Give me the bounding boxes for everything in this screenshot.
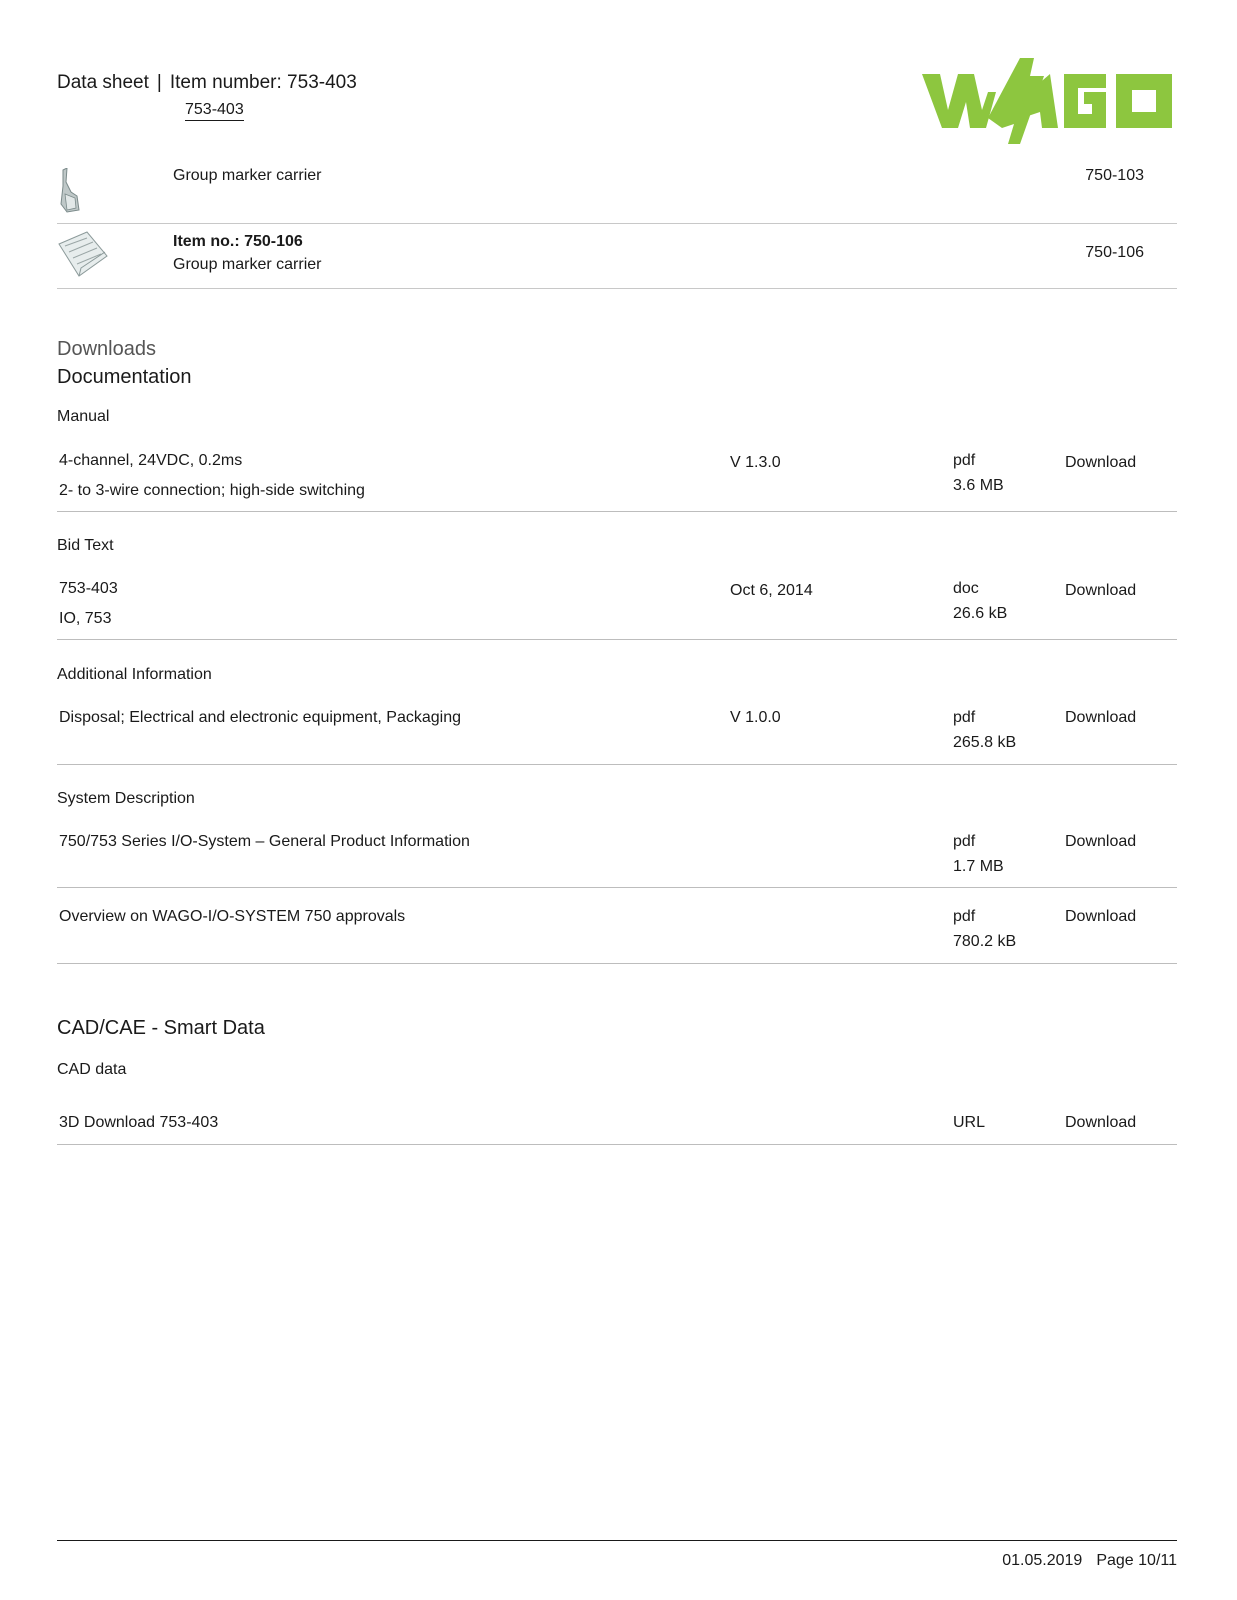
- accessory-code[interactable]: 750-106: [1085, 244, 1144, 261]
- download-link[interactable]: Download: [1065, 582, 1137, 599]
- accessory-code[interactable]: 750-103: [1085, 167, 1144, 184]
- doc-description: Overview on WAGO-I/O-SYSTEM 750 approvals: [59, 908, 406, 925]
- marker-carrier-small-icon: [57, 168, 83, 214]
- doc-description: Disposal; Electrical and electronic equipment, Packaging: [59, 709, 461, 726]
- download-row: [57, 827, 1177, 888]
- doc-size: 265.8 kB: [953, 734, 1017, 751]
- accessory-row: [57, 158, 1177, 224]
- download-link[interactable]: Download: [1065, 709, 1137, 726]
- manual-group-title: Manual: [57, 408, 110, 425]
- accessory-name: Group marker carrier: [173, 167, 322, 184]
- doc-type-label: Data sheet: [57, 72, 149, 93]
- doc-type: pdf: [953, 908, 976, 925]
- download-row: [57, 446, 1177, 512]
- doc-file-info: [953, 705, 1016, 755]
- footer-divider: [57, 1540, 1177, 1541]
- doc-type: pdf: [953, 833, 976, 850]
- cad-group-title: CAD data: [57, 1061, 127, 1078]
- download-link[interactable]: Download: [1065, 1114, 1137, 1131]
- accessory-text: [173, 230, 321, 276]
- cad-type: URL: [953, 1114, 986, 1131]
- download-link[interactable]: Download: [1065, 454, 1137, 471]
- cad-description: 3D Download 753-403: [59, 1114, 219, 1131]
- doc-line1: 753-403: [59, 580, 118, 597]
- marker-carrier-large-icon: [57, 230, 109, 278]
- page-title: [57, 72, 357, 94]
- doc-version: Oct 6, 2014: [730, 582, 813, 599]
- cad-heading: CAD/CAE - Smart Data: [57, 1017, 265, 1039]
- doc-file-info: [953, 829, 1004, 879]
- download-row: [57, 902, 1177, 964]
- footer-page: Page 10/11: [1096, 1552, 1177, 1569]
- doc-line2: IO, 753: [59, 610, 112, 627]
- accessory-item-no: Item no.: 750-106: [173, 233, 303, 250]
- system-description-group-title: System Description: [57, 790, 195, 807]
- doc-file-info: [953, 576, 1007, 626]
- doc-description: [59, 574, 118, 634]
- accessory-name: Group marker carrier: [173, 256, 322, 273]
- documentation-heading: Documentation: [57, 366, 192, 388]
- download-link[interactable]: Download: [1065, 833, 1137, 850]
- doc-file-info: [953, 904, 1016, 954]
- downloads-heading: Downloads: [57, 338, 156, 360]
- accessory-row: [57, 224, 1177, 289]
- download-row: [57, 1108, 1177, 1145]
- doc-size: 780.2 kB: [953, 933, 1017, 950]
- bid-text-group-title: Bid Text: [57, 537, 114, 554]
- doc-type: pdf: [953, 709, 976, 726]
- footer-date: 01.05.2019: [1002, 1552, 1083, 1569]
- doc-description: [59, 446, 365, 506]
- doc-file-info: [953, 448, 1004, 498]
- doc-version: V 1.3.0: [730, 454, 781, 471]
- doc-type: pdf: [953, 452, 976, 469]
- doc-version: V 1.0.0: [730, 709, 781, 726]
- additional-info-group-title: Additional Information: [57, 666, 212, 683]
- doc-description: 750/753 Series I/O-System – General Product Information: [59, 833, 470, 850]
- doc-size: 3.6 MB: [953, 477, 1004, 494]
- download-link[interactable]: Download: [1065, 908, 1137, 925]
- doc-size: 26.6 kB: [953, 605, 1008, 622]
- item-number-link[interactable]: 753-403: [185, 101, 244, 121]
- doc-line2: 2- to 3-wire connection; high-side switching: [59, 482, 365, 499]
- title-separator: |: [156, 72, 162, 93]
- download-row: [57, 574, 1177, 640]
- page-footer: [1002, 1552, 1177, 1570]
- doc-type: doc: [953, 580, 979, 597]
- doc-size: 1.7 MB: [953, 858, 1004, 875]
- doc-line1: 4-channel, 24VDC, 0.2ms: [59, 452, 243, 469]
- item-number-label: Item number: 753-403: [169, 72, 357, 93]
- download-row: [57, 703, 1177, 765]
- wago-logo-icon: [922, 58, 1174, 144]
